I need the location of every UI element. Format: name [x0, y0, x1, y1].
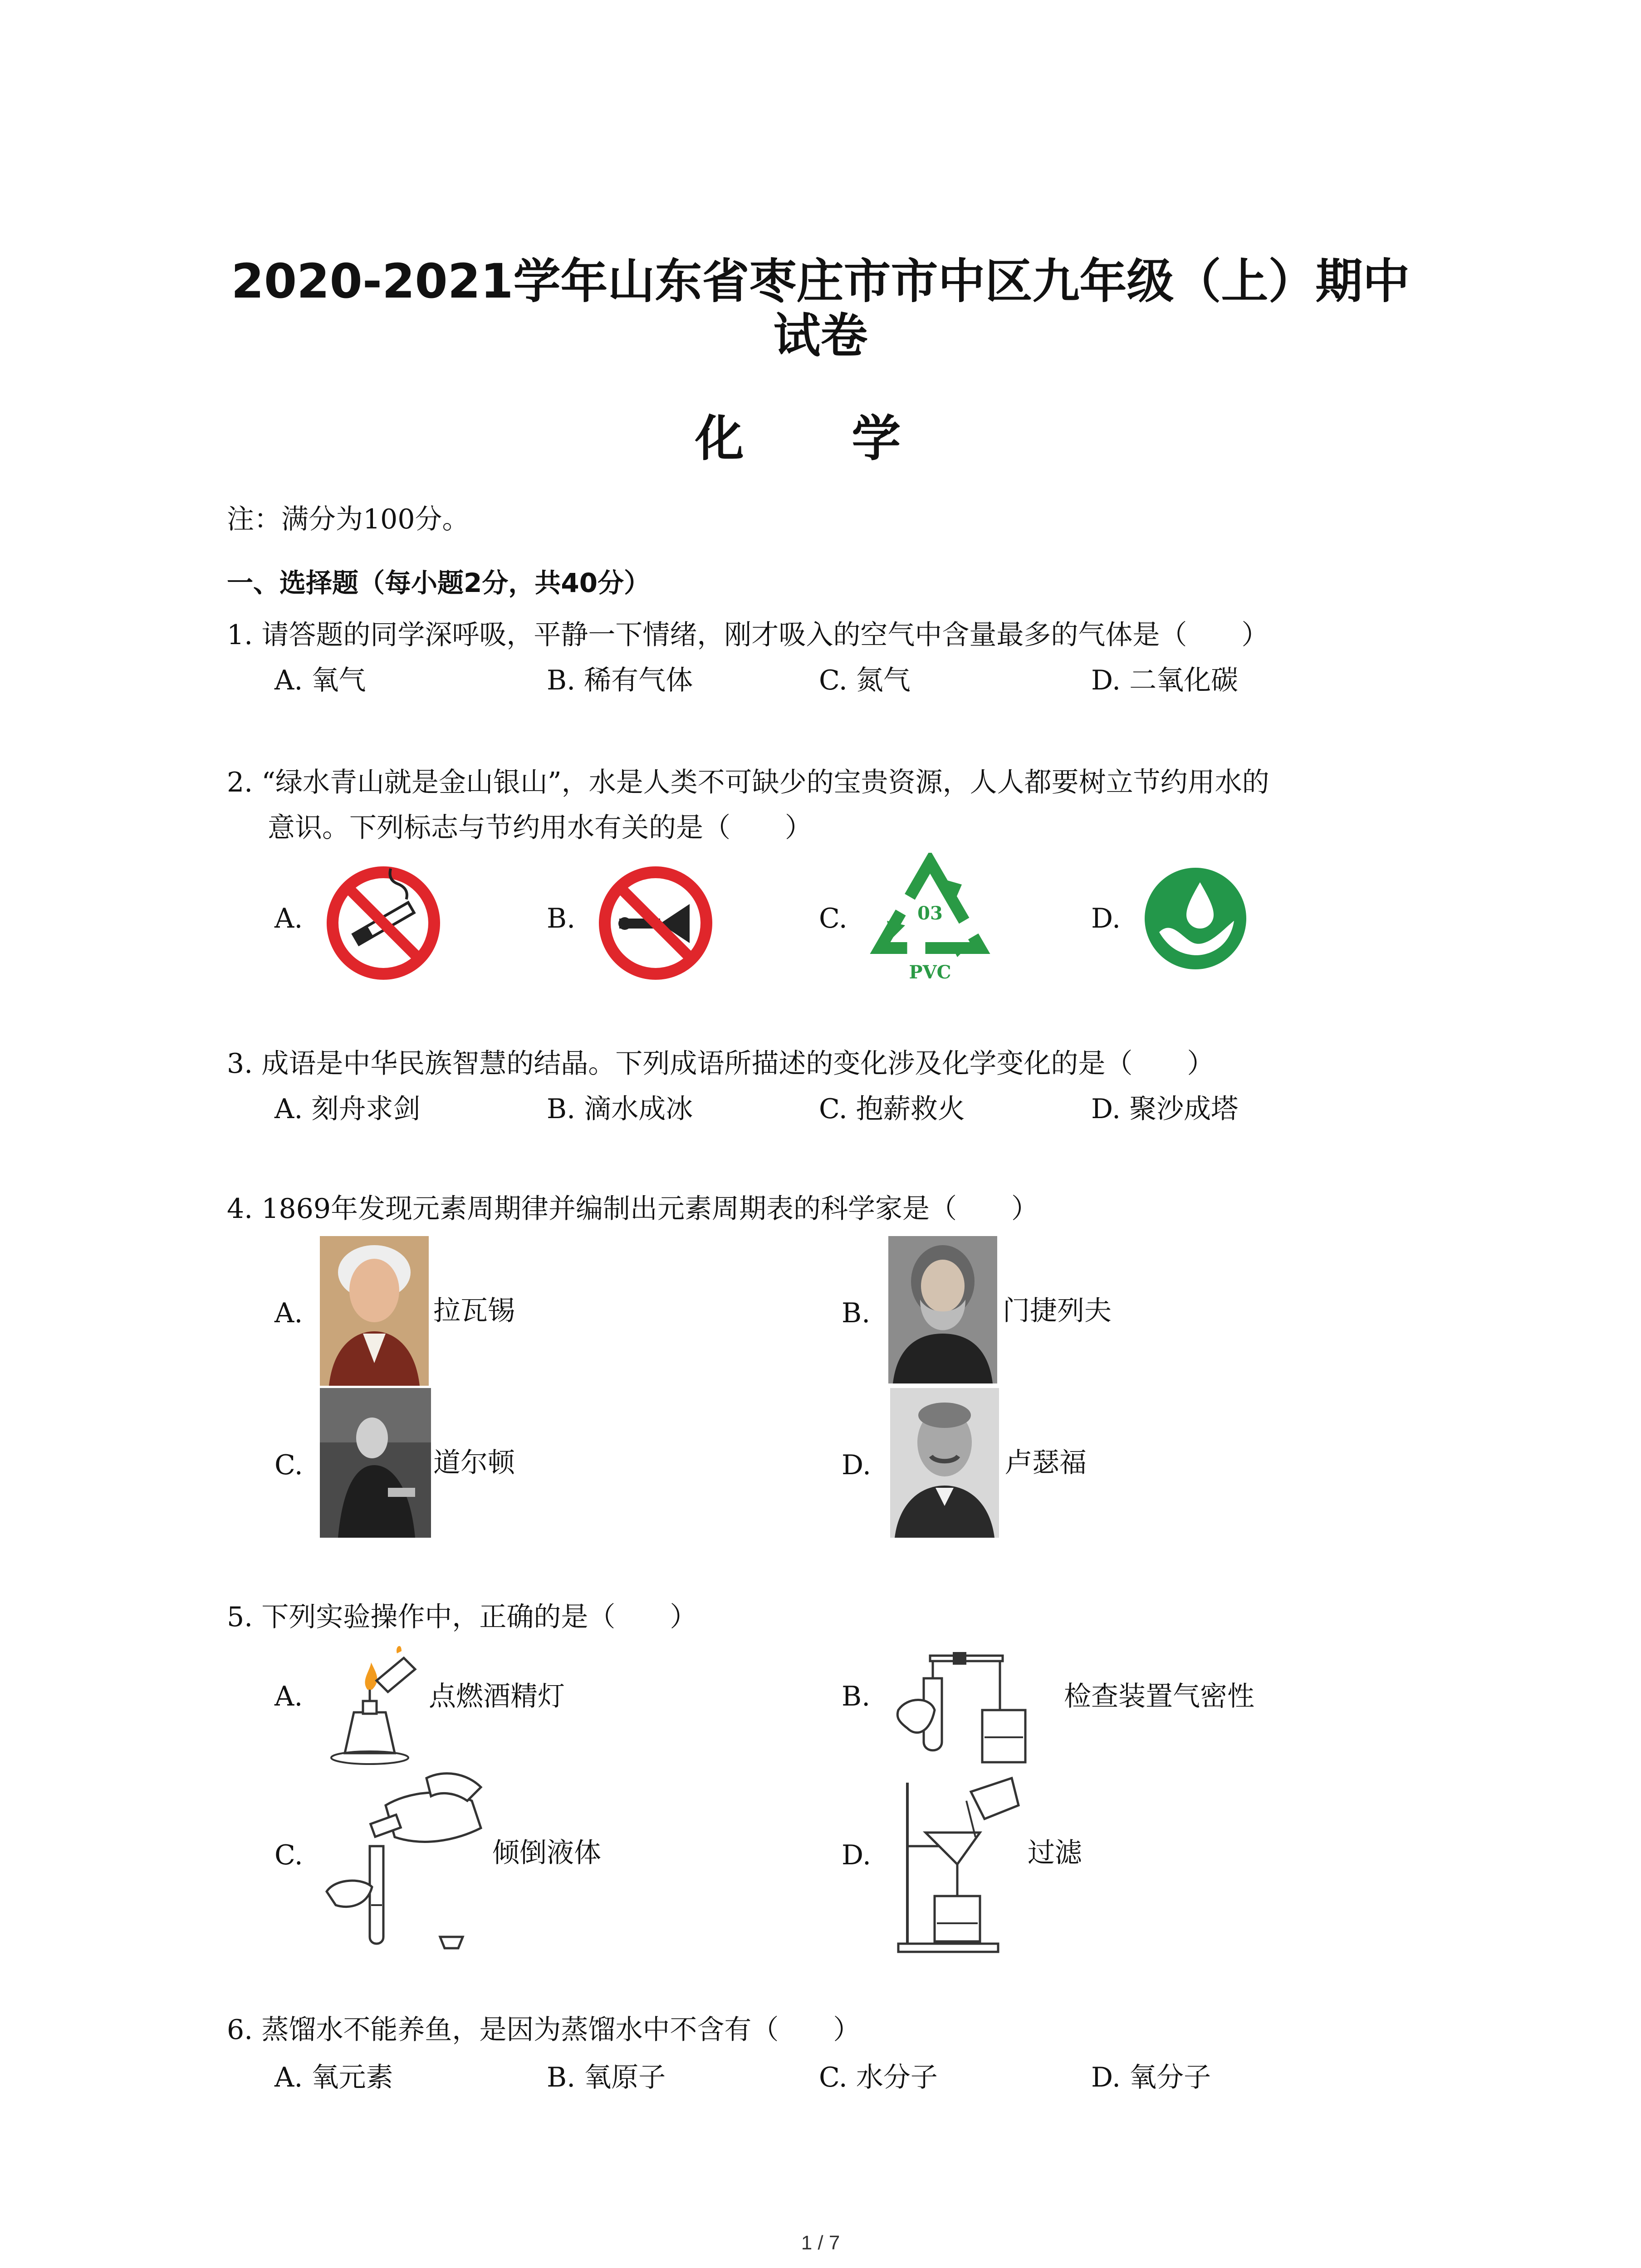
page-title-line2: 试卷	[773, 308, 868, 363]
pouring-liquid-icon	[318, 1769, 490, 1955]
q5-option-a: A.	[274, 1681, 303, 1712]
q5-option-d: D.	[842, 1839, 872, 1871]
q3-option-b: B. 滴水成冰	[547, 1093, 693, 1125]
q6-option-b: B. 氧原子	[547, 2062, 666, 2093]
q4-name-c: 道尔顿	[433, 1447, 515, 1479]
q5-option-b: B.	[842, 1681, 871, 1712]
recycle-pvc-icon	[864, 853, 996, 989]
q4-option-c: C.	[274, 1449, 303, 1481]
portrait-rutherford	[890, 1388, 999, 1538]
q6-option-c: C. 水分子	[819, 2062, 938, 2093]
recycle-number: 03	[917, 903, 943, 924]
q1-option-c: C. 氮气	[819, 665, 911, 696]
q4-name-a: 拉瓦锡	[433, 1295, 515, 1327]
question-2-stem-line2: 意识。下列标志与节约用水有关的是（ ）	[268, 812, 812, 844]
question-1-stem: 1. 请答题的同学深呼吸，平静一下情绪，刚才吸入的空气中含量最多的气体是（ ）	[227, 619, 1269, 651]
q6-option-d: D. 氧分子	[1091, 2062, 1211, 2093]
q2-option-c: C.	[819, 903, 847, 934]
q3-option-c: C. 抱薪救火	[819, 1093, 965, 1125]
q6-option-a: A. 氧元素	[274, 2062, 393, 2093]
water-saving-icon	[1141, 864, 1250, 973]
q3-option-a: A. 刻舟求剑	[274, 1093, 421, 1125]
question-6-stem: 6. 蒸馏水不能养鱼，是因为蒸馏水中不含有（ ）	[227, 2014, 861, 2046]
subject-title: 化 学	[695, 410, 946, 467]
q1-option-d: D. 二氧化碳	[1091, 665, 1239, 696]
q5-name-b: 检查装置气密性	[1064, 1681, 1254, 1712]
question-5-stem: 5. 下列实验操作中，正确的是（ ）	[227, 1601, 697, 1633]
page-number: 1 / 7	[801, 2232, 840, 2254]
question-2-stem-line1: 2. “绿水青山就是金山银山”，水是人类不可缺少的宝贵资源，人人都要树立节约用水的	[227, 767, 1269, 798]
alcohol-lamp-lighting-icon	[318, 1644, 426, 1767]
portrait-mendeleev	[888, 1236, 997, 1383]
q5-option-c: C.	[274, 1839, 303, 1871]
q1-option-a: A. 氧气	[274, 665, 366, 696]
no-smoking-icon	[324, 864, 442, 982]
note: 注：满分为100分。	[227, 503, 470, 535]
portrait-dalton	[320, 1388, 431, 1538]
q3-option-d: D. 聚沙成塔	[1091, 1093, 1239, 1125]
q4-name-b: 门捷列夫	[1003, 1295, 1112, 1327]
filtration-icon	[889, 1774, 1025, 1955]
q4-option-a: A.	[274, 1297, 303, 1329]
q4-option-d: D.	[842, 1449, 872, 1481]
q4-name-d: 卢瑟福	[1005, 1447, 1087, 1479]
q1-option-b: B. 稀有气体	[547, 665, 693, 696]
question-4-stem: 4. 1869年发现元素周期律并编制出元素周期表的科学家是（ ）	[227, 1193, 1039, 1225]
q2-option-d: D.	[1091, 903, 1121, 934]
portrait-lavoisier	[320, 1236, 429, 1386]
q2-option-b: B.	[547, 903, 576, 934]
no-horn-icon	[597, 864, 715, 982]
q5-name-a: 点燃酒精灯	[429, 1681, 565, 1712]
question-3-stem: 3. 成语是中华民族智慧的结晶。下列成语所描述的变化涉及化学变化的是（ ）	[227, 1048, 1215, 1080]
page-title-line1: 2020-2021学年山东省枣庄市市中区九年级（上）期中	[231, 254, 1410, 309]
q4-option-b: B.	[842, 1297, 871, 1329]
q2-option-a: A.	[274, 903, 303, 934]
recycle-label: PVC	[909, 962, 951, 983]
q5-name-d: 过滤	[1028, 1837, 1082, 1869]
section-heading: 一、选择题（每小题2分，共40分）	[227, 567, 651, 598]
q5-name-c: 倾倒液体	[492, 1837, 601, 1869]
airtightness-check-icon	[889, 1647, 1057, 1769]
